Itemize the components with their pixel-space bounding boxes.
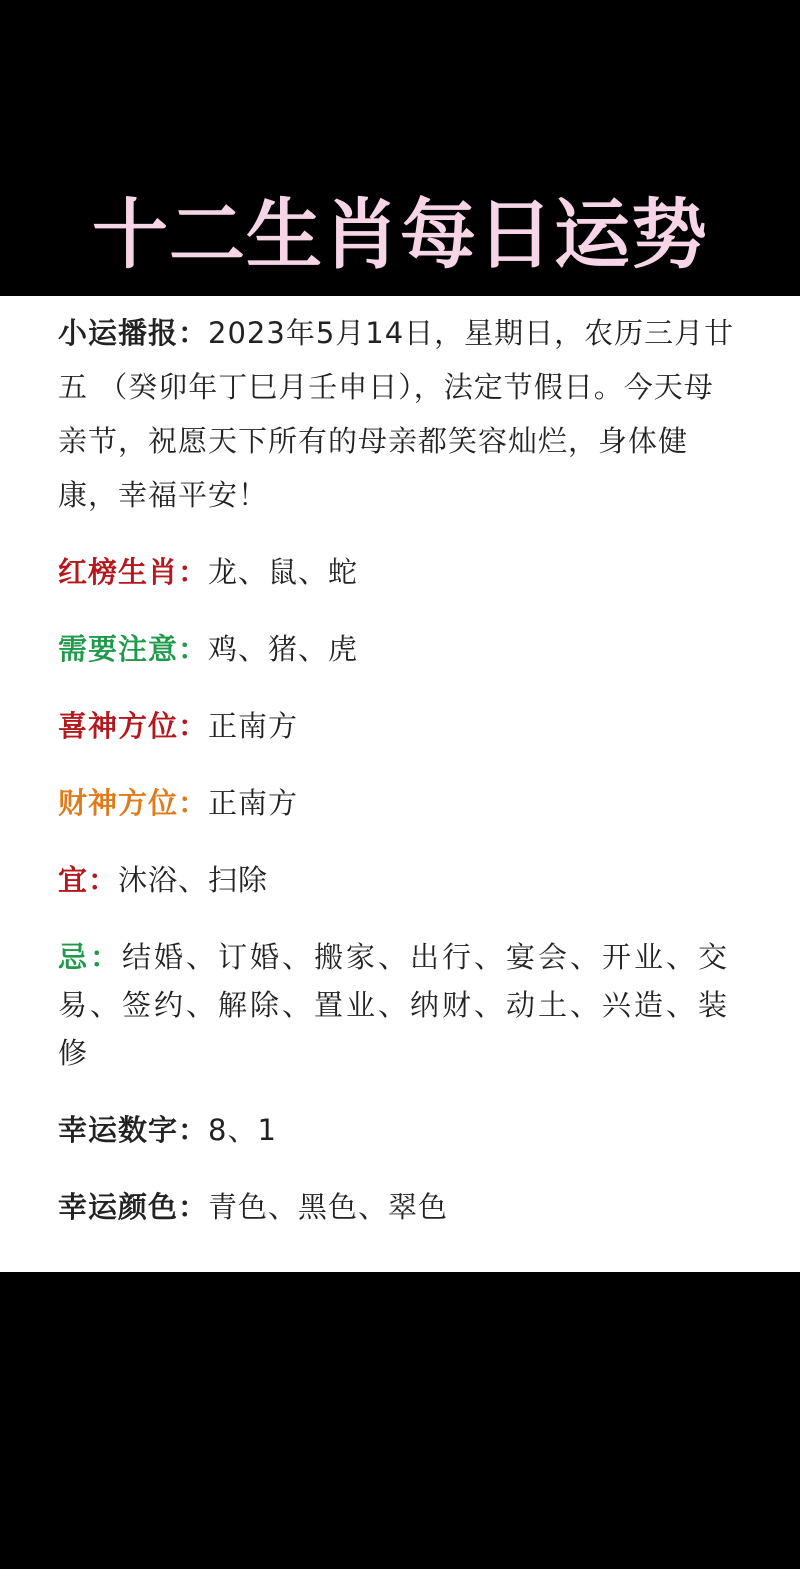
row-lucky-color [58,1183,742,1231]
footer-band [0,1272,800,1569]
row-suitable [58,856,742,904]
suitable-value: 沐浴、扫除 [118,863,269,897]
intro-text: 2023年5月14日，星期日，农历三月廿五 （癸卯年丁巳月壬申日），法定节假日。今天母亲节，祝愿天下所有的母亲都笑容灿烂，身体健康，幸福平安！ [58,316,735,512]
red-zodiac-value: 龙、鼠、蛇 [208,555,359,589]
lucky-color-value: 青色、黑色、翠色 [208,1190,449,1224]
row-wealth-direction [58,779,742,827]
lucky-number-label: 幸运数字： [58,1113,209,1147]
row-avoid [58,933,742,1077]
lucky-color-label: 幸运颜色： [58,1190,209,1224]
joy-direction-value: 正南方 [208,709,299,743]
page-title: 十二生肖每日运势 [92,190,708,279]
intro-paragraph [58,306,742,522]
red-zodiac-label: 红榜生肖： [58,555,209,589]
avoid-value: 结婚、订婚、搬家、出行、宴会、开业、交易、签约、解除、置业、纳财、动土、兴造、装修 [58,940,731,1070]
intro-label: 小运播报： [58,316,209,350]
caution-zodiac-label: 需要注意： [58,632,209,666]
header-banner [0,0,800,296]
avoid-label: 忌： [58,940,123,974]
row-red-zodiac [58,548,742,596]
lucky-number-value: 8、1 [208,1113,277,1147]
suitable-label: 宜： [58,863,119,897]
fortune-content [58,306,742,1231]
joy-direction-label: 喜神方位： [58,709,209,743]
row-lucky-number [58,1106,742,1154]
row-caution-zodiac [58,625,742,673]
row-joy-direction [58,702,742,750]
caution-zodiac-value: 鸡、猪、虎 [208,632,359,666]
wealth-direction-value: 正南方 [208,786,299,820]
wealth-direction-label: 财神方位： [58,786,209,820]
